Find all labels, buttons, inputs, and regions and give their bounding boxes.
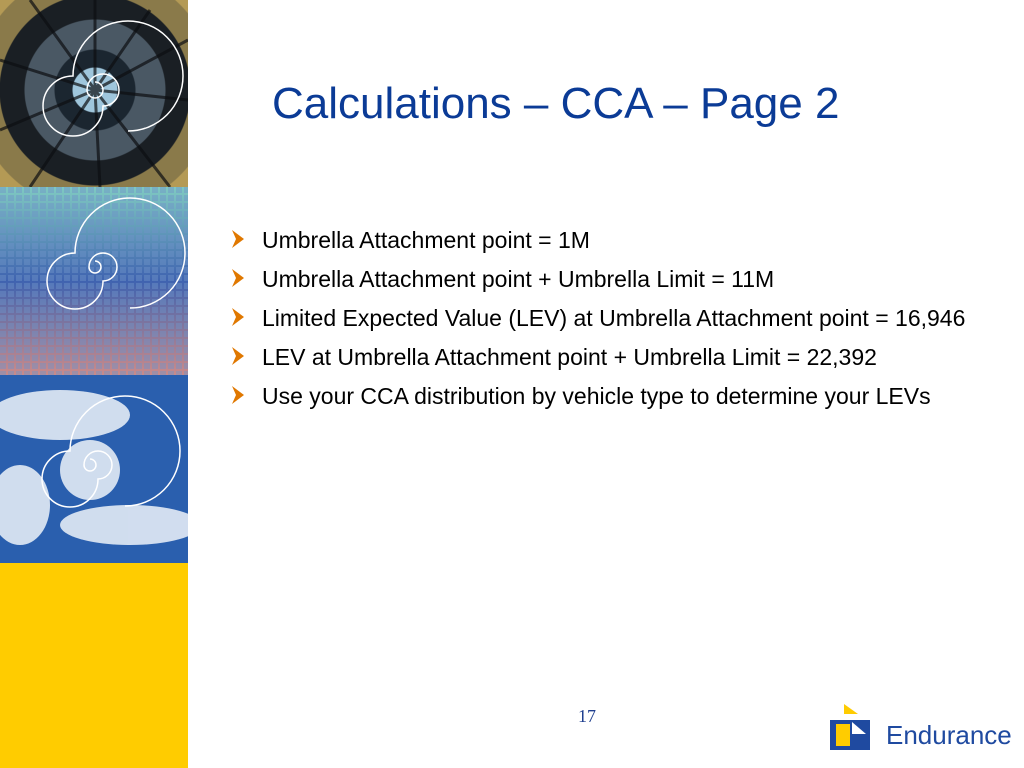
chevron-right-icon: [228, 267, 250, 289]
slide-title: Calculations – CCA – Page 2: [272, 79, 840, 128]
chevron-right-icon: [228, 306, 250, 328]
bullet-text: Umbrella Attachment point = 1M: [262, 227, 590, 253]
bullet-item: [228, 225, 988, 256]
chevron-right-icon: [228, 228, 250, 250]
bullet-item: [228, 342, 988, 373]
bullet-text: Limited Expected Value (LEV) at Umbrella Attachment point = 16,946: [262, 305, 966, 331]
chevron-right-icon: [228, 384, 250, 406]
bullet-text: LEV at Umbrella Attachment point + Umbrella Limit = 22,392: [262, 344, 877, 370]
bullet-text: Umbrella Attachment point + Umbrella Limit = 11M: [262, 266, 775, 292]
endurance-logo: [830, 700, 1020, 760]
bullet-item: [228, 381, 988, 412]
bullet-list: [228, 225, 988, 420]
logo-wordmark: Endurance: [886, 720, 1012, 750]
bullet-item: [228, 264, 988, 295]
bullet-item: [228, 303, 988, 334]
page-number: 17: [578, 706, 596, 726]
chevron-right-icon: [228, 345, 250, 367]
wafer-image: [0, 187, 188, 375]
endurance-logo-icon: [830, 704, 870, 750]
turbine-image: [0, 0, 188, 187]
hurricane-image: [0, 375, 188, 563]
yellow-panel: [0, 563, 188, 768]
bullet-text: Use your CCA distribution by vehicle type to determine your LEVs: [262, 383, 931, 409]
decorative-sidebar: [0, 0, 188, 768]
